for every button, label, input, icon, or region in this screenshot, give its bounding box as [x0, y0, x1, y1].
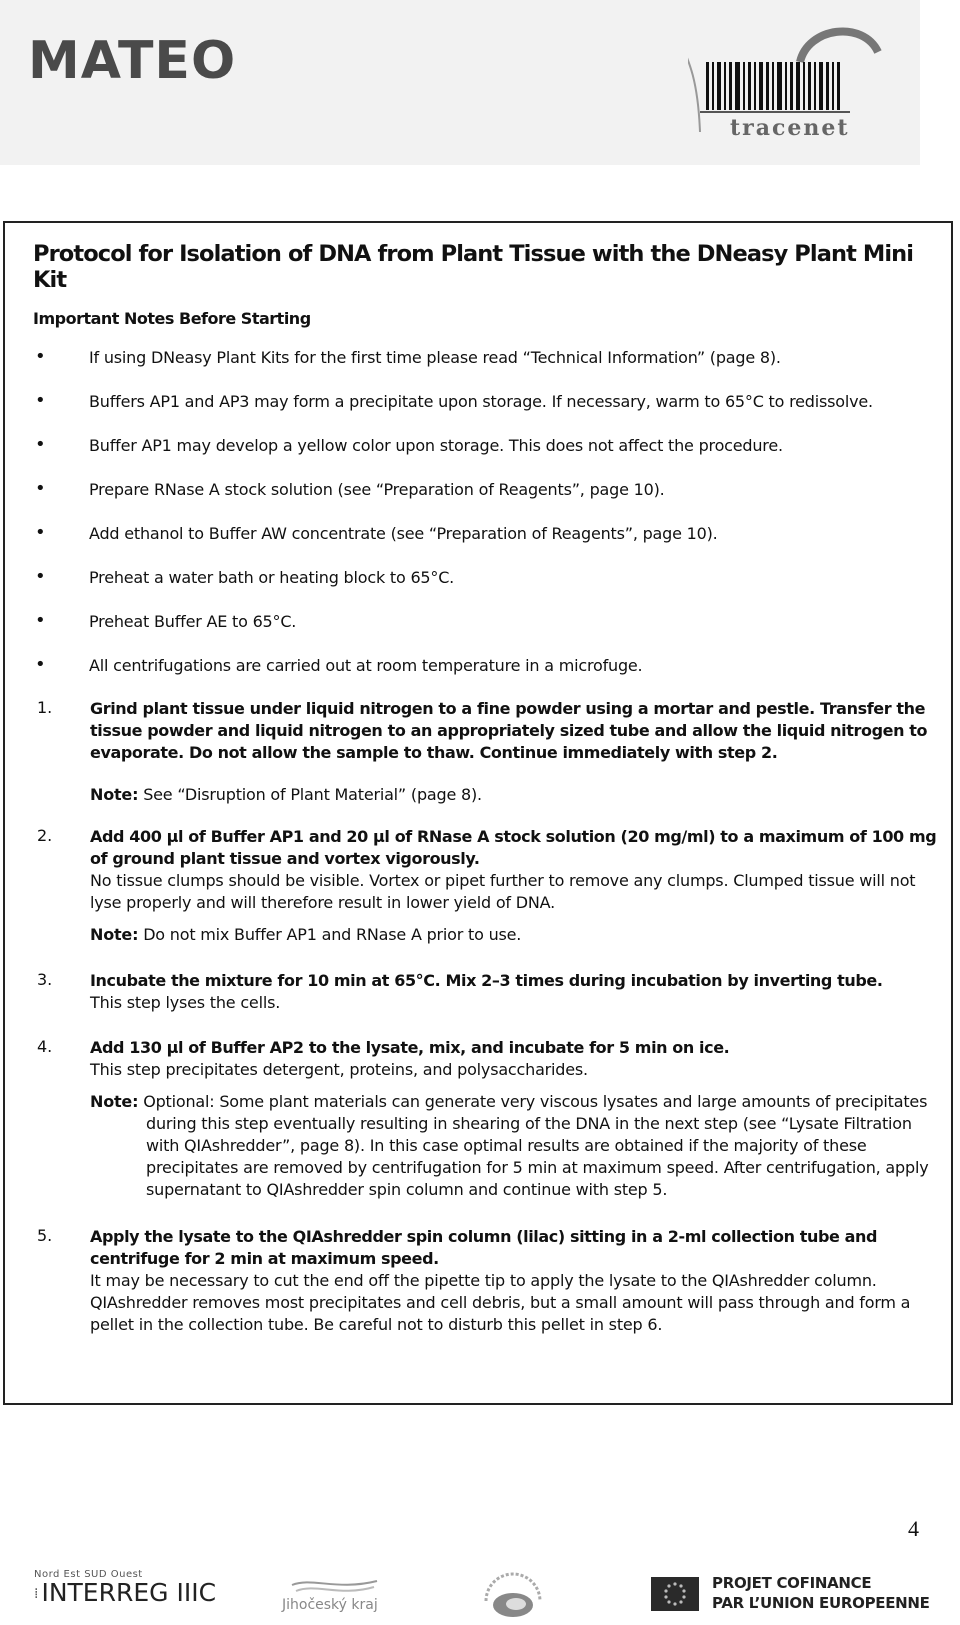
note-text: Prepare RNase A stock solution (see “Preparation of Reagents”, page 10). — [89, 480, 665, 499]
bullet-icon: • — [35, 522, 46, 543]
interreg-title: INTERREG IIIC — [41, 1578, 217, 1607]
interreg-subtitle: Nord Est SUD Ouest — [34, 1569, 143, 1580]
note-label: Note: — [90, 785, 139, 804]
step-body — [90, 970, 940, 1014]
bullet-icon: • — [35, 390, 46, 411]
step-detail: This step precipitates detergent, proteins, and polysaccharides. — [90, 1060, 588, 1079]
interreg-title-row — [34, 1578, 216, 1607]
dots-icon: ⁞ — [34, 1586, 39, 1602]
note-label: Note: — [90, 925, 139, 944]
step-number: 5. — [37, 1226, 53, 1245]
interreg-logo — [34, 1569, 216, 1607]
bullet-icon: • — [35, 478, 46, 499]
step-instruction: Apply the lysate to the QIAshredder spin column (lilac) sitting in a 2-ml collection tube and centrifuge for 2 min at maximum speed. — [90, 1227, 878, 1268]
mateo-logo — [28, 26, 236, 96]
footer — [0, 1565, 960, 1620]
mateo-logo-text: MATEO — [28, 31, 237, 91]
step-number: 2. — [37, 826, 53, 845]
bullet-icon: • — [35, 434, 46, 455]
step-body — [90, 826, 940, 946]
eu-flag-icon — [651, 1577, 699, 1611]
step-body — [90, 1226, 940, 1336]
note-text: If using DNeasy Plant Kits for the first time please read “Technical Information” (page 8). — [89, 348, 781, 367]
jihocesky-text: Jihočeský kraj — [282, 1597, 378, 1613]
bullet-icon: • — [35, 566, 46, 587]
step-number: 4. — [37, 1037, 53, 1056]
bullet-icon: • — [35, 654, 46, 675]
ministry-emblem-icon — [478, 1571, 548, 1621]
eu-line-1: PROJET COFINANCE — [712, 1574, 872, 1592]
note-text: Optional: Some plant materials can generate very viscous lysates and large amounts of precipitates during this step eventually resulting in shearing of the DNA in the next step (see “Lysate Filtration with QIAshredder”, page 8). In this case optimal results are obtained if the majority of these precipitates are removed by centrifugation for 5 min at maximum speed. After centrifugation, apply supernatant to QIAshredder spin column and continue with step 5. — [143, 1092, 929, 1199]
step-detail: No tissue clumps should be visible. Vortex or pipet further to remove any clumps. Clumped tissue will not lyse properly and will therefore result in lower yield of DNA. — [90, 871, 916, 912]
note-label: Note: — [90, 1092, 139, 1111]
ministry-logo — [478, 1571, 548, 1621]
bullet-icon: • — [35, 346, 46, 367]
step-detail: It may be necessary to cut the end off the pipette tip to apply the lysate to the QIAshredder column. QIAshredder removes most precipitates and cell debris, but a small amount will pass through and form a pellet in the collection tube. Be careful not to disturb this pellet in step 6. — [90, 1271, 911, 1334]
tracenet-logo-text: tracenet — [730, 115, 850, 141]
tracenet-logo — [688, 22, 918, 142]
step-body — [90, 1037, 940, 1201]
step-note — [90, 924, 940, 946]
note-text: Add ethanol to Buffer AW concentrate (see “Preparation of Reagents”, page 10). — [89, 524, 718, 543]
page-number: 4 — [908, 1516, 919, 1541]
note-text: Preheat a water bath or heating block to 65°C. — [89, 568, 455, 587]
step-detail: This step lyses the cells. — [90, 993, 281, 1012]
note-text: Buffer AP1 may develop a yellow color upon storage. This does not affect the procedure. — [89, 436, 783, 455]
bullet-icon: • — [35, 610, 46, 631]
notes-heading: Important Notes Before Starting — [33, 309, 311, 328]
note-text: See “Disruption of Plant Material” (page 8). — [143, 785, 482, 804]
step-instruction: Add 130 µl of Buffer AP2 to the lysate, mix, and incubate for 5 min on ice. — [90, 1038, 730, 1057]
step-instruction: Add 400 µl of Buffer AP1 and 20 µl of RNase A stock solution (20 mg/ml) to a maximum of 100 mg of ground plant tissue and vortex vigorously. — [90, 827, 937, 868]
document-title: Protocol for Isolation of DNA from Plant Tissue with the DNeasy Plant Mini Kit — [33, 241, 914, 293]
jihocesky-logo — [282, 1575, 402, 1619]
eu-line-2: PAR L’UNION EUROPEENNE — [712, 1594, 930, 1612]
eu-cofinance-text — [712, 1573, 930, 1613]
step-number: 1. — [37, 698, 53, 717]
step-instruction: Incubate the mixture for 10 min at 65°C. Mix 2–3 times during incubation by inverting tube. — [90, 971, 883, 990]
note-text: Do not mix Buffer AP1 and RNase A prior to use. — [143, 925, 522, 944]
step-body — [90, 698, 940, 806]
waves-icon — [282, 1575, 382, 1597]
step-note — [90, 1091, 940, 1201]
protocol-box — [3, 221, 953, 1405]
step-instruction: Grind plant tissue under liquid nitrogen to a fine powder using a mortar and pestle. Transfer the tissue powder and liquid nitrogen to an appropriately sized tube and allow the liquid nitrogen to evaporate. Do not allow the sample to thaw. Continue immediately with step 2. — [90, 699, 928, 762]
note-text: Buffers AP1 and AP3 may form a precipitate upon storage. If necessary, warm to 65°C to redissolve. — [89, 392, 873, 411]
note-text: All centrifugations are carried out at room temperature in a microfuge. — [89, 656, 643, 675]
header-band — [0, 0, 920, 165]
note-text: Preheat Buffer AE to 65°C. — [89, 612, 297, 631]
step-number: 3. — [37, 970, 53, 989]
step-note — [90, 784, 940, 806]
